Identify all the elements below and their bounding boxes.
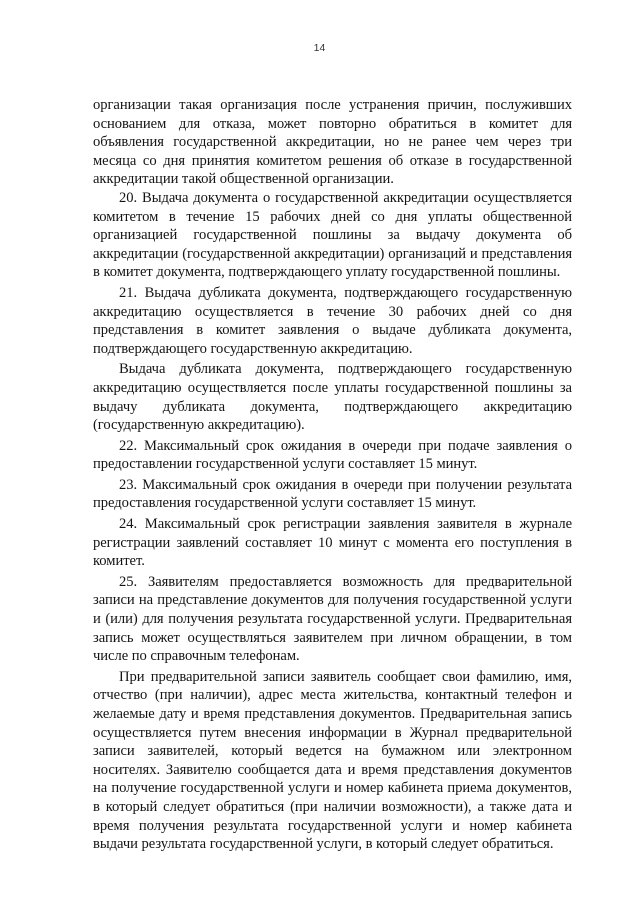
paragraph-22: 22. Максимальный срок ожидания в очереди при подаче заявления о предоставлении государственной услуги составляет 15 минут. <box>93 437 572 473</box>
document-body <box>93 96 572 854</box>
paragraph-21: 21. Выдача дубликата документа, подтверждающего государственную аккредитацию осуществляется в течение 30 рабочих дней со дня представления в комитет заявления о выдаче дубликата документа, подтверждающего государственную аккредитацию. <box>93 284 572 357</box>
paragraph-25: 25. Заявителям предоставляется возможность для предварительной записи на представление документов для получения государственной услуги и (или) для получения результата государственной услуги. Предварительная запись может осуществляться заявителем при личном обращении, в том числе по справочным телефонам. <box>93 573 572 665</box>
paragraph-25-preliminary-record: При предварительной записи заявитель сообщает свои фамилию, имя, отчество (при наличии), адрес места жительства, контактный телефон и желаемые дату и время представления документов. Предварительная запись осуществляется путем внесения информации в Журнал предварительной записи заявителей, который ведется на бумажном или электронном носителях. Заявителю сообщается дата и время представления документов на получение государственной услуги и номер кабинета приема документов, в который следует обратиться (при наличии возможности), а также дата и время получения результата государственной услуги и номер кабинета выдачи результата государственной услуги, в который следует обратиться. <box>93 668 572 853</box>
paragraph-20: 20. Выдача документа о государственной аккредитации осуществляется комитетом в течение 15 рабочих дней со дня уплаты общественной организацией государственной пошлины за выдачу документа об аккредитации (государственной аккредитации) организаций и представления в комитет документа, подтверждающего уплату государственной пошлины. <box>93 189 572 281</box>
paragraph-23: 23. Максимальный срок ожидания в очереди при получении результата предоставления государственной услуги составляет 15 минут. <box>93 476 572 512</box>
paragraph-21-duplicate-fee: Выдача дубликата документа, подтверждающего государственную аккредитацию осуществляется после уплаты государственной пошлины за выдачу дубликата документа, подтверждающего аккредитацию (государственную аккредитацию). <box>93 361 572 434</box>
page-number: 14 <box>313 42 326 54</box>
paragraph-24: 24. Максимальный срок регистрации заявления заявителя в журнале регистрации заявлений составляет 10 минут с момента его поступления в комитет. <box>93 516 572 570</box>
paragraph-continuation: организации такая организация после устранения причин, послуживших основанием для отказа, может повторно обратиться в комитет для объявления государственной аккредитации, но не ранее чем через три месяца со дня принятия комитетом решения об отказе в государственной аккредитации такой общественной организации. <box>93 97 572 188</box>
